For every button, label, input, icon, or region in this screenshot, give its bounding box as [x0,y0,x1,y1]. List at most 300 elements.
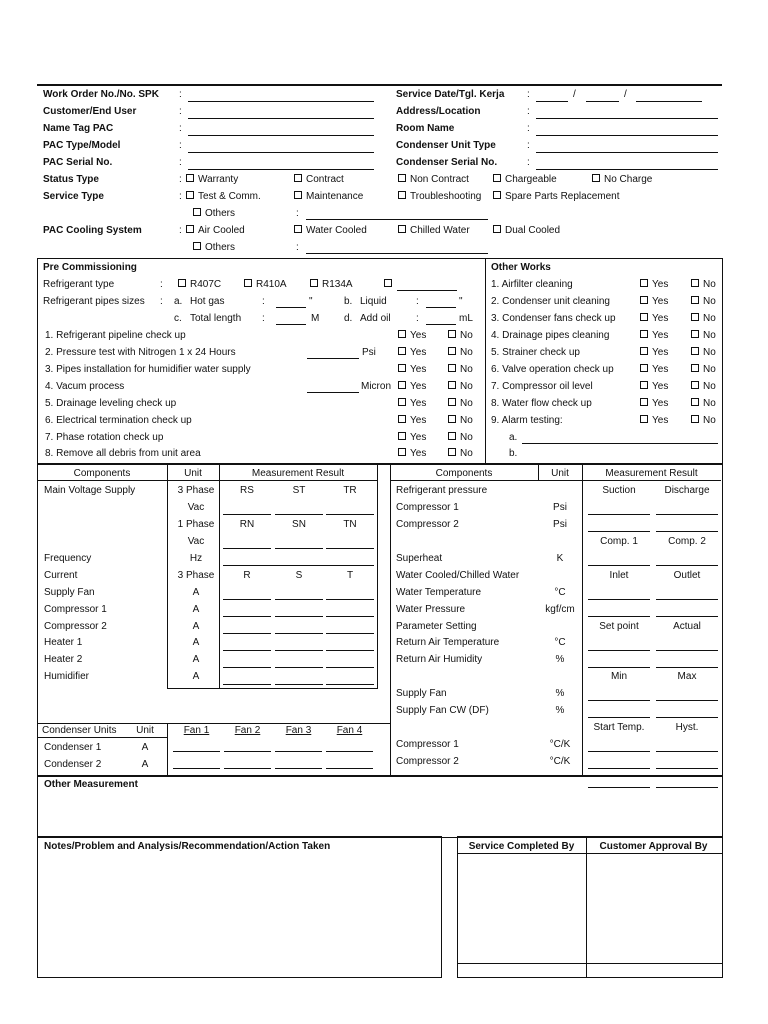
pipe-length-field[interactable] [276,324,306,325]
no-option[interactable]: No [448,381,473,392]
checkbox-icon[interactable] [398,398,406,406]
colon: : [179,174,182,185]
measure-field[interactable] [326,548,374,549]
status-warranty-option[interactable]: Warranty [186,174,238,185]
cooling-system-label: PAC Cooling System [43,225,142,236]
condenser-name: Condenser 1 [44,742,102,753]
left-component: Heater 1 [44,637,83,648]
service-troubleshooting-option[interactable]: Troubleshooting [398,191,481,202]
sub-header: Comp. 2 [668,536,706,547]
measure-field[interactable] [588,667,650,668]
measure-field[interactable] [223,667,271,668]
measure-field[interactable] [656,565,718,566]
measure-field[interactable] [223,548,271,549]
name-tag-field[interactable] [188,135,374,136]
left-table-bottom-rule [167,688,378,689]
checkbox-icon[interactable] [398,225,406,233]
measure-field[interactable] [275,599,323,600]
fan-field[interactable] [275,751,322,752]
yes-option[interactable]: Yes [398,448,426,459]
right-measurement-header: Measurement Result [605,468,698,479]
yes-option[interactable]: Yes [398,415,426,426]
checkbox-icon[interactable] [193,208,201,216]
no-option[interactable]: No [448,330,473,341]
left-components-header: Components [73,468,131,479]
checkbox-icon[interactable] [186,191,194,199]
checkbox-icon[interactable] [448,448,456,456]
measure-field[interactable] [588,514,650,515]
condenser-serial-field[interactable] [536,169,718,170]
service-date-label: Service Date/Tgl. Kerja [396,89,505,100]
pipe-liquid-field[interactable] [426,307,456,308]
left-unit: Vac [187,502,205,513]
no-option[interactable]: No [448,347,473,358]
sub-header: Suction [602,485,636,496]
other-work-item: 2. Condenser unit cleaning [491,296,610,307]
cooling-chilledwater-option[interactable]: Chilled Water [398,225,470,236]
colon: : [527,106,530,117]
yes-option[interactable]: Yes [640,381,668,392]
status-nocharge-option[interactable]: No Charge [592,174,652,185]
right-component: Superheat [396,553,443,564]
refrigerant-other-field[interactable] [397,290,457,291]
checkbox-icon[interactable] [640,279,648,287]
yes-option[interactable]: Yes [640,415,668,426]
checkbox-icon[interactable] [384,279,392,287]
status-type-label: Status Type [43,174,99,185]
address-label: Address/Location [396,106,481,117]
pipe-hotgas-prefix: a. [174,296,183,307]
right-component: Return Air Humidity [396,654,483,665]
customer-field[interactable] [188,118,374,119]
right-component: Compressor 1 [396,739,459,750]
checkbox-icon[interactable] [310,279,318,287]
date-separator: / [624,89,627,100]
checkbox-icon[interactable] [448,364,456,372]
other-works-title: Other Works [491,262,551,273]
no-option[interactable]: No [448,398,473,409]
checkbox-icon[interactable] [398,347,406,355]
checkbox-icon[interactable] [640,313,648,321]
pac-serial-field[interactable] [188,169,374,170]
yes-option[interactable]: Yes [640,279,668,290]
checkbox-icon[interactable] [640,364,648,372]
left-unit: 3 Phase [177,485,215,496]
left-unit: A [192,637,200,648]
frequency-field[interactable] [223,565,374,566]
fan2-header: Fan 2 [234,725,261,736]
checkbox-icon[interactable] [448,432,456,440]
yes-option[interactable]: Yes [398,364,426,375]
checkbox-icon[interactable] [294,191,302,199]
fan-field[interactable] [173,768,220,769]
yes-option[interactable]: Yes [398,347,426,358]
right-component: Return Air Temperature [396,637,500,648]
no-option[interactable]: No [691,296,716,307]
alarm-a-label: a. [509,432,518,443]
pipe-length-unit: M [311,313,320,324]
sub-header: Discharge [664,485,710,496]
left-unit: A [192,671,200,682]
service-completed-signature-area[interactable] [458,854,585,962]
checkbox-icon[interactable] [691,398,699,406]
left-component: Humidifier [44,671,90,682]
right-component: Compressor 2 [396,519,459,530]
condenser-unit: A [141,759,149,770]
work-order-label: Work Order No./No. SPK [43,89,159,100]
measure-field[interactable] [275,684,323,685]
measure-field[interactable] [656,700,718,701]
condenser-type-field[interactable] [536,152,718,153]
colon: : [527,123,530,134]
checkbox-icon[interactable] [398,364,406,372]
measure-field[interactable] [588,751,650,752]
colon: : [179,225,182,236]
left-component: Main Voltage Supply [44,485,136,496]
other-work-item: 8. Water flow check up [491,398,592,409]
phase-label: ST [292,485,306,496]
checkbox-icon[interactable] [398,381,406,389]
yes-option[interactable]: Yes [398,381,426,392]
cooling-dualcooled-option[interactable]: Dual Cooled [493,225,560,236]
left-measurement-header: Measurement Result [251,468,345,479]
checkbox-icon[interactable] [448,381,456,389]
right-component: Compressor 1 [396,502,459,513]
service-type-label: Service Type [43,191,104,202]
sub-header: Outlet [673,570,701,581]
yes-option[interactable]: Yes [640,398,668,409]
phase-label: TN [343,519,357,530]
no-option[interactable]: No [448,448,473,459]
left-table-header-rule [37,480,377,481]
other-measurement-title: Other Measurement [44,779,138,790]
left-unit: 3 Phase [177,570,215,581]
measure-field[interactable] [588,531,650,532]
checkbox-icon[interactable] [294,174,302,182]
cooling-watercooled-option[interactable]: Water Cooled [294,225,367,236]
checkbox-icon[interactable] [640,296,648,304]
no-option[interactable]: No [691,364,716,375]
checkbox-icon[interactable] [691,296,699,304]
no-option[interactable]: No [691,347,716,358]
micron-unit: Micron [361,381,392,392]
measure-field[interactable] [656,787,718,788]
checkbox-icon[interactable] [398,415,406,423]
measure-field[interactable] [326,650,374,651]
psi-unit: Psi [362,347,376,358]
refrigerant-r407c-option[interactable]: R407C [178,279,221,290]
no-option[interactable]: No [448,364,473,375]
sub-header: Hyst. [675,722,699,733]
condenser-unit-header: Unit [136,725,154,736]
check-item: 6. Electrical termination check up [45,415,192,426]
yes-option[interactable]: Yes [398,330,426,341]
colon: : [416,313,419,324]
right-table-header-rule [390,480,721,481]
colon: : [527,157,530,168]
no-option[interactable]: No [691,381,716,392]
checkbox-icon[interactable] [398,174,406,182]
right-component: Supply Fan [396,688,447,699]
no-option[interactable]: No [691,279,716,290]
right-component: Water Temperature [396,587,482,598]
checkbox-icon[interactable] [691,415,699,423]
measure-field[interactable] [656,667,718,668]
pipe-oil-prefix: d. [344,313,353,324]
measure-field[interactable] [223,616,271,617]
condenser-units-header: Condenser Units [42,725,117,736]
check-item: 7. Phase rotation check up [45,432,164,443]
checkbox-icon[interactable] [398,191,406,199]
pipe-hotgas-label: Hot gas [190,296,225,307]
measure-field[interactable] [656,751,718,752]
customer-label: Customer/End User [43,106,137,117]
checkbox-icon[interactable] [398,448,406,456]
checkbox-icon[interactable] [640,398,648,406]
measure-field[interactable] [656,768,718,769]
service-testcomm-option[interactable]: Test & Comm. [186,191,261,202]
condenser-type-label: Condenser Unit Type [396,140,496,151]
measure-field[interactable] [588,650,650,651]
yes-option[interactable]: Yes [640,313,668,324]
measure-field[interactable] [275,650,323,651]
no-option[interactable]: No [448,415,473,426]
pipe-liquid-prefix: b. [344,296,353,307]
service-completed-label: Service Completed By [468,841,575,852]
measure-field[interactable] [656,650,718,651]
measure-field[interactable] [223,633,271,634]
measure-field[interactable] [588,700,650,701]
cooling-aircooled-option[interactable]: Air Cooled [186,225,245,236]
no-option[interactable]: No [691,313,716,324]
vacum-field[interactable] [307,392,359,393]
right-component: Water Pressure [396,604,466,615]
colon: : [262,296,265,307]
alarm-a-field[interactable] [522,443,718,444]
right-unit: kgf/cm [545,604,575,615]
checkbox-icon[interactable] [193,242,201,250]
date-day-field[interactable] [536,101,568,102]
checkbox-icon[interactable] [398,330,406,338]
measure-field[interactable] [588,565,650,566]
customer-approval-label: Customer Approval By [599,841,708,852]
sub-header: Inlet [609,570,629,581]
yes-option[interactable]: Yes [640,347,668,358]
checkbox-icon[interactable] [592,174,600,182]
left-component: Heater 2 [44,654,83,665]
measure-field[interactable] [326,667,374,668]
notes-box[interactable] [37,836,442,978]
measure-field[interactable] [588,717,650,718]
yes-option[interactable]: Yes [640,296,668,307]
refrigerant-r134a-option[interactable]: R134A [310,279,353,290]
no-option[interactable]: No [691,415,716,426]
cooling-others-field[interactable] [306,253,488,254]
pac-serial-label: PAC Serial No. [43,157,113,168]
right-unit: % [555,705,565,716]
condenser-top-rule [37,723,390,724]
checkbox-icon[interactable] [448,330,456,338]
service-others-field[interactable] [306,219,488,220]
right-component: Parameter Setting [396,621,477,632]
phase-label: RS [240,485,254,496]
measure-field[interactable] [223,599,271,600]
colon: : [416,296,419,307]
no-option[interactable]: No [448,432,473,443]
phase-label: SN [292,519,306,530]
fan-field[interactable] [224,768,271,769]
pipe-oil-field[interactable] [426,324,456,325]
checkbox-icon[interactable] [186,174,194,182]
measure-field[interactable] [326,599,374,600]
pipe-oil-label: Add oil [360,313,391,324]
notes-title: Notes/Problem and Analysis/Recommendation/Action Taken [44,841,331,852]
work-order-field[interactable] [188,101,374,102]
measure-field[interactable] [656,531,718,532]
checkbox-icon[interactable] [640,347,648,355]
colon: : [296,242,299,253]
checkbox-icon[interactable] [691,381,699,389]
room-name-field[interactable] [536,135,718,136]
yes-option[interactable]: Yes [640,330,668,341]
fan-field[interactable] [326,768,373,769]
measure-field[interactable] [656,514,718,515]
measure-field[interactable] [656,599,718,600]
right-unit: Psi [553,502,567,513]
pressure-test-field[interactable] [307,358,359,359]
checkbox-icon[interactable] [691,347,699,355]
measure-field[interactable] [223,684,271,685]
measure-field[interactable] [223,650,271,651]
no-option[interactable]: No [691,330,716,341]
checkbox-icon[interactable] [294,225,302,233]
checkbox-icon[interactable] [691,279,699,287]
yes-option[interactable]: Yes [640,364,668,375]
right-unit: °C [554,587,566,598]
date-year-field[interactable] [636,101,702,102]
status-contract-option[interactable]: Contract [294,174,344,185]
measure-field[interactable] [326,633,374,634]
checkbox-icon[interactable] [640,415,648,423]
customer-approval-signature-area[interactable] [587,854,720,962]
condenser-serial-label: Condenser Serial No. [396,157,498,168]
measure-field[interactable] [223,514,271,515]
left-component: Compressor 1 [44,604,107,615]
date-month-field[interactable] [586,101,619,102]
pipe-hotgas-field[interactable] [276,307,306,308]
refrigerant-other-option[interactable] [384,279,396,290]
measure-field[interactable] [588,787,650,788]
checkbox-icon[interactable] [448,347,456,355]
condenser-unit: A [141,742,149,753]
pipe-hotgas-unit: " [309,296,313,307]
measure-field[interactable] [275,616,323,617]
date-separator: / [573,89,576,100]
yes-option[interactable]: Yes [398,398,426,409]
no-option[interactable]: No [691,398,716,409]
section-divider [485,258,486,463]
checkbox-icon[interactable] [493,191,501,199]
colon: : [527,140,530,151]
measure-field[interactable] [588,599,650,600]
service-others-option[interactable]: Others [193,208,235,219]
measure-field[interactable] [588,768,650,769]
service-maintenance-option[interactable]: Maintenance [294,191,363,202]
fan-field[interactable] [275,768,322,769]
measure-field[interactable] [326,514,374,515]
colon: : [179,191,182,202]
other-work-item: 9. Alarm testing: [491,415,563,426]
refrigerant-r410a-option[interactable]: R410A [244,279,287,290]
measure-field[interactable] [656,616,718,617]
left-unit: A [192,604,200,615]
checkbox-icon[interactable] [640,381,648,389]
sub-header: Set point [599,621,639,632]
checkbox-icon[interactable] [493,225,501,233]
other-work-item: 4. Drainage pipes cleaning [491,330,610,341]
sub-header: Comp. 1 [600,536,638,547]
condenser-name: Condenser 2 [44,759,102,770]
left-unit: 1 Phase [177,519,215,530]
fan-field[interactable] [173,751,220,752]
signature-footer-rule [457,963,722,964]
measure-field[interactable] [275,514,323,515]
checkbox-icon[interactable] [691,313,699,321]
measure-field[interactable] [656,717,718,718]
colon: : [262,313,265,324]
fan3-header: Fan 3 [285,725,312,736]
checkbox-icon[interactable] [640,330,648,338]
colon: : [160,296,163,307]
yes-option[interactable]: Yes [398,432,426,443]
other-measurement-section [37,775,723,838]
measure-field[interactable] [275,667,323,668]
pipe-length-label: Total length [190,313,242,324]
right-component: Refrigerant pressure [396,485,488,496]
measure-field[interactable] [326,616,374,617]
checkbox-icon[interactable] [398,432,406,440]
colon: : [296,208,299,219]
left-unit: A [192,621,200,632]
service-spareparts-option[interactable]: Spare Parts Replacement [493,191,620,202]
checkbox-icon[interactable] [493,174,501,182]
measure-field[interactable] [275,633,323,634]
checkbox-icon[interactable] [186,225,194,233]
fan-field[interactable] [224,751,271,752]
measure-field[interactable] [326,684,374,685]
other-work-item: 1. Airfilter cleaning [491,279,573,290]
right-unit: °C/K [549,756,571,767]
measure-field[interactable] [588,616,650,617]
checkbox-icon[interactable] [178,279,186,287]
checkbox-icon[interactable] [691,330,699,338]
measure-field[interactable] [275,548,323,549]
fan-field[interactable] [326,751,373,752]
sub-header: Max [677,671,697,682]
checkbox-icon[interactable] [448,398,456,406]
cooling-others-option[interactable]: Others [193,242,235,253]
status-noncontract-option[interactable]: Non Contract [398,174,469,185]
pipe-sizes-label: Refrigerant pipes sizes [43,296,145,307]
checkbox-icon[interactable] [691,364,699,372]
sub-header: Min [610,671,628,682]
sub-header: Actual [673,621,701,632]
checkbox-icon[interactable] [244,279,252,287]
checkbox-icon[interactable] [448,415,456,423]
status-chargeable-option[interactable]: Chargeable [493,174,557,185]
pac-type-field[interactable] [188,152,374,153]
address-field[interactable] [536,118,718,119]
